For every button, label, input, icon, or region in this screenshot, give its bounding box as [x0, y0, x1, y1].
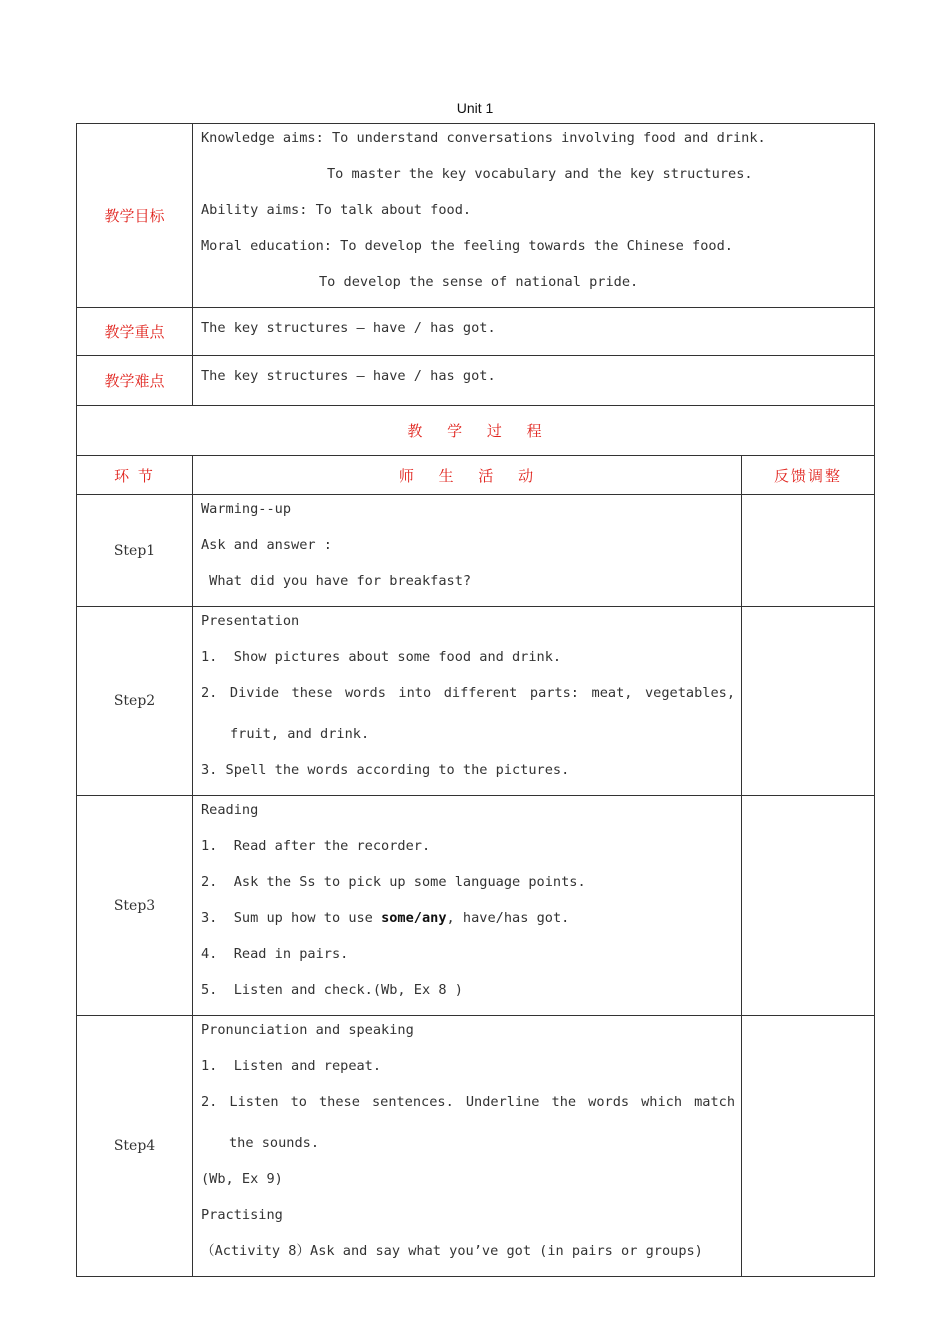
step-row: [77, 607, 875, 796]
activity-line: (Wb, Ex 9): [201, 1171, 283, 1187]
activity-line: Presentation: [201, 613, 300, 629]
objectives-label: 教学目标: [77, 124, 193, 308]
objective-line: Ability aims: To talk about food.: [201, 202, 472, 218]
step-row: [77, 796, 875, 1016]
step-name: Step4: [77, 1016, 193, 1277]
activity-line: 5. Listen and check.(Wb, Ex 8 ): [201, 982, 463, 998]
activity-line: 2. Divide these words into different parts: meat, vegetables,: [201, 685, 735, 701]
objective-line: To master the key vocabulary and the key structures.: [327, 166, 753, 182]
column-header-row: [77, 456, 875, 495]
step-name: Step3: [77, 796, 193, 1016]
step-feedback: [742, 495, 875, 607]
difficulties-content: [193, 356, 875, 406]
document-title: Unit 1: [456, 100, 494, 116]
activity-line: Reading: [201, 802, 259, 818]
activity-line: 3. Spell the words according to the pictures.: [201, 762, 570, 778]
activity-line: What did you have for breakfast?: [201, 573, 472, 589]
objectives-content: [193, 124, 875, 308]
activity-line: 1. Read after the recorder.: [201, 838, 431, 854]
objectives-row: [77, 124, 875, 308]
activity-line: fruit, and drink.: [230, 726, 370, 742]
emphasis-some-any: some/any: [381, 910, 447, 926]
activity-line: Practising: [201, 1207, 283, 1223]
activity-line: 1. Show pictures about some food and drink.: [201, 649, 562, 665]
step-feedback: [742, 607, 875, 796]
step-name: Step1: [77, 495, 193, 607]
difficulties-label: 教学难点: [77, 356, 193, 406]
key-points-label: 教学重点: [77, 308, 193, 356]
step-row: [77, 495, 875, 607]
step-activity: [193, 796, 742, 1016]
header-feedback: 反馈调整: [742, 456, 875, 495]
key-points-content: [193, 308, 875, 356]
process-title-row: [77, 406, 875, 456]
activity-line-text: 3. Sum up how to use: [201, 910, 382, 926]
step-row: [77, 1016, 875, 1277]
step-activity: [193, 607, 742, 796]
step-activity: [193, 495, 742, 607]
step-feedback: [742, 1016, 875, 1277]
activity-line: 2. Ask the Ss to pick up some language points.: [201, 874, 586, 890]
objective-line: Knowledge aims: To understand conversations involving food and drink.: [201, 130, 766, 146]
objective-line: Moral education: To develop the feeling towards the Chinese food.: [201, 238, 733, 254]
process-title: 教 学 过 程: [77, 406, 875, 456]
key-points-row: [77, 308, 875, 356]
activity-line: （Activity 8）Ask and say what you’ve got (in pairs or groups): [201, 1243, 703, 1259]
activity-line: Ask and answer :: [201, 537, 332, 553]
activity-line: the sounds.: [229, 1135, 320, 1151]
activity-line: 1. Listen and repeat.: [201, 1058, 382, 1074]
difficulties-text: The key structures — have / has got.: [201, 368, 496, 384]
key-points-text: The key structures — have / has got.: [201, 320, 496, 336]
header-stage: 环 节: [77, 456, 193, 495]
activity-line-text: , have/has got.: [446, 910, 570, 926]
header-activity: 师 生 活 动: [193, 456, 742, 495]
activity-line: Warming--up: [201, 501, 292, 517]
activity-line: 2. Listen to these sentences. Underline the words which match: [201, 1094, 735, 1110]
lesson-plan-table: [76, 123, 875, 1277]
difficulties-row: [77, 356, 875, 406]
objective-line: To develop the sense of national pride.: [319, 274, 639, 290]
activity-line: Pronunciation and speaking: [201, 1022, 414, 1038]
step-activity: [193, 1016, 742, 1277]
step-name: Step2: [77, 607, 193, 796]
activity-line: [201, 907, 735, 943]
step-feedback: [742, 796, 875, 1016]
activity-line: 4. Read in pairs.: [201, 946, 349, 962]
